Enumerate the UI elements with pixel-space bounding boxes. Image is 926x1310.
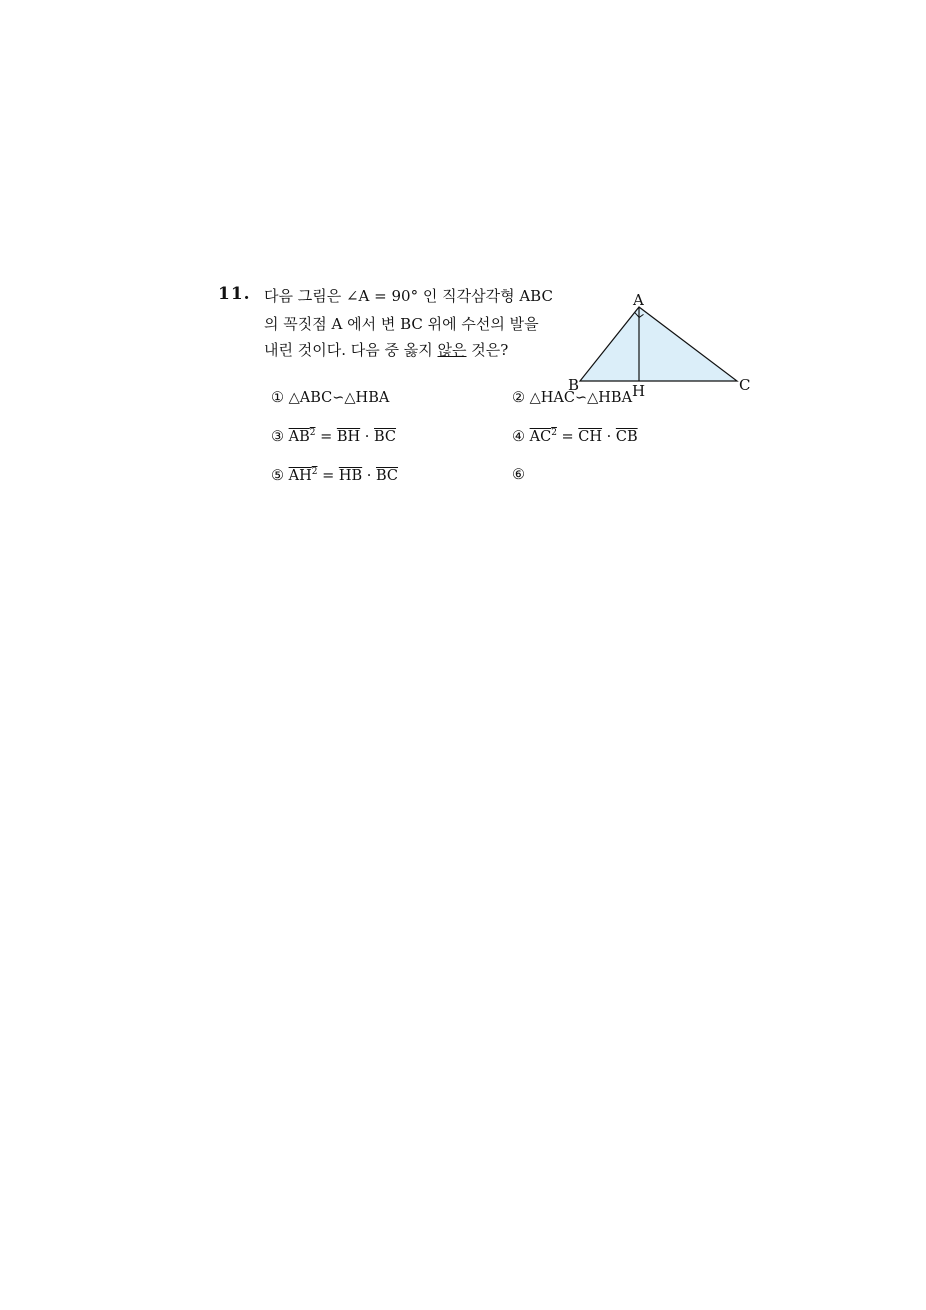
right-triangle-figure	[562, 290, 762, 400]
option-6-number: ⑥	[512, 467, 525, 483]
option-4-rhs-1: $\overline{CH}$	[578, 428, 603, 445]
vertex-label-a: A	[633, 291, 644, 309]
question-line-3-start: 내린 것이다. 다음 중 옳지	[264, 341, 438, 359]
option-3-number: ③	[271, 428, 284, 445]
option-2-number: ②	[512, 390, 525, 406]
question-line-3-end: 것은?	[466, 341, 509, 359]
option-4-lhs-segment: AC	[529, 428, 552, 445]
option-4-lhs	[530, 429, 557, 445]
option-1[interactable]	[271, 390, 389, 406]
option-4-rhs-2: $\overline{CB}$	[615, 428, 638, 445]
option-3-exponent: 2	[309, 428, 316, 438]
option-5-rhs-1: $\overline{HB}$	[338, 467, 363, 484]
option-2-text: △HAC∽△HBA	[529, 390, 633, 406]
option-5-rhs-2: $\overline{BC}$	[375, 467, 399, 484]
option-5-dot: ·	[362, 467, 376, 484]
question-line-3	[264, 339, 508, 360]
option-5-number: ⑤	[271, 467, 284, 484]
option-3-equals: =	[315, 428, 337, 445]
option-1-text: △ABC∽△HBA	[288, 390, 390, 406]
option-3-lhs-segment: AB	[288, 428, 310, 445]
option-5-exponent: 2	[311, 467, 318, 477]
question-emphasis: 않은	[437, 341, 467, 359]
option-3-lhs	[289, 429, 316, 445]
option-3-rhs-1: $\overline{BH}$	[336, 428, 361, 445]
option-5-lhs-segment: AH	[288, 467, 312, 484]
option-3-rhs-2: $\overline{BC}$	[374, 428, 397, 445]
question-line-1: 다음 그림은 ∠A = 90° 인 직각삼각형 ABC	[264, 287, 553, 305]
option-2[interactable]	[512, 390, 632, 406]
option-3-dot: ·	[360, 428, 374, 445]
option-4-number: ④	[512, 428, 525, 445]
option-4[interactable]	[512, 428, 638, 445]
question-line-2: 의 꼭짓점 A 에서 변 BC 위에 수선의 발을	[264, 315, 539, 333]
question-number: 11.	[218, 284, 251, 304]
vertex-label-b: B	[568, 376, 580, 394]
foot-label-h: H	[632, 382, 646, 400]
triangle-abc	[580, 307, 737, 381]
option-3[interactable]	[271, 428, 396, 445]
vertex-label-c: C	[739, 376, 751, 394]
option-4-equals: =	[556, 428, 579, 445]
option-5-lhs	[289, 468, 318, 484]
option-6[interactable]	[512, 467, 525, 483]
option-4-exponent: 2	[551, 428, 557, 438]
option-5-equals: =	[317, 467, 339, 484]
option-1-number: ①	[271, 390, 284, 406]
option-4-dot: ·	[602, 428, 616, 445]
option-5[interactable]	[271, 467, 398, 484]
